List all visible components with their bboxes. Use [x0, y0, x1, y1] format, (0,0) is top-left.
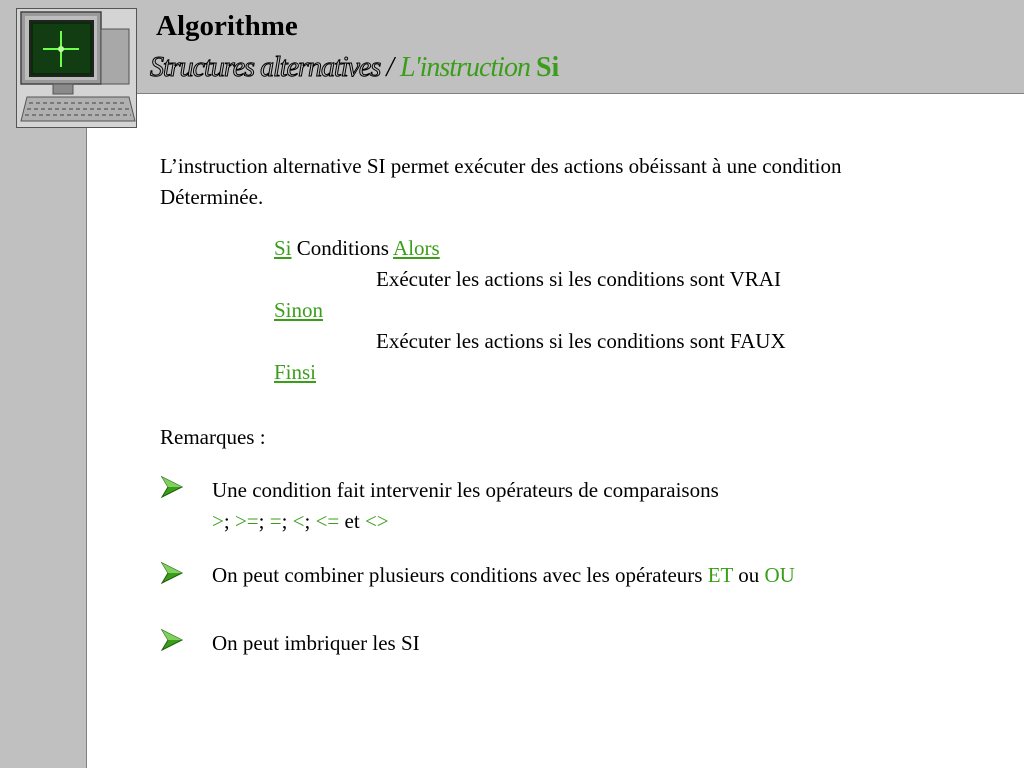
computer-monitor-graphic: [17, 9, 136, 127]
operator-et-keyword: ET: [707, 563, 733, 587]
arrow-bullet-icon: [160, 628, 184, 652]
syntax-si-line: [274, 233, 440, 264]
keyword-finsi: Finsi: [274, 360, 317, 384]
keyword-alors: Alors: [393, 236, 440, 260]
operator-separator: ;: [304, 509, 311, 533]
arrow-bullet-icon: [160, 561, 184, 585]
remarks-heading: Remarques :: [160, 425, 266, 449]
subtitle-part2: L'instruction: [400, 52, 530, 83]
operator-neq: <>: [364, 509, 389, 533]
intro-line-2: Déterminée.: [160, 185, 264, 209]
computer-monitor-icon: [16, 8, 137, 128]
operator-et: et: [344, 509, 360, 533]
operator-eq: =: [269, 509, 282, 533]
subtitle-part3: Si: [535, 52, 560, 83]
operator-ou-keyword: OU: [764, 563, 795, 587]
remark-1-line-1: Une condition fait intervenir les opérateurs de comparaisons: [212, 478, 719, 502]
slide-title: Algorithme: [156, 10, 298, 42]
operator-lt: <: [292, 509, 305, 533]
operator-gte: >=: [234, 509, 259, 533]
operator-separator: ;: [281, 509, 288, 533]
keyword-sinon: Sinon: [274, 298, 324, 322]
intro-line-1: L’instruction alternative SI permet exécuter des actions obéissant à une condition: [160, 154, 842, 178]
operator-separator: ;: [258, 509, 265, 533]
operator-gt: >: [212, 509, 224, 533]
syntax-finsi-line: [274, 357, 316, 388]
subtitle-separator: /: [386, 52, 395, 83]
keyword-si: Si: [274, 236, 292, 260]
syntax-action-true: Exécuter les actions si les conditions sont VRAI: [376, 267, 781, 291]
operator-lte: <=: [315, 509, 340, 533]
remark-1-operators: [212, 506, 389, 537]
remark-2-text: On peut combiner plusieurs conditions avec les opérateurs: [212, 563, 703, 587]
remark-2-ou: ou: [738, 563, 760, 587]
slide-subtitle: [150, 50, 559, 86]
arrow-bullet-icon: [160, 475, 184, 499]
operator-separator: ;: [223, 509, 230, 533]
subtitle-part1: Structures alternatives: [150, 52, 381, 83]
syntax-action-false: Exécuter les actions si les conditions sont FAUX: [376, 329, 786, 353]
remark-2: [212, 560, 795, 591]
left-band: [0, 93, 86, 768]
syntax-conditions: Conditions: [296, 236, 389, 260]
remark-3: On peut imbriquer les SI: [212, 631, 420, 655]
syntax-sinon-line: [274, 295, 323, 326]
